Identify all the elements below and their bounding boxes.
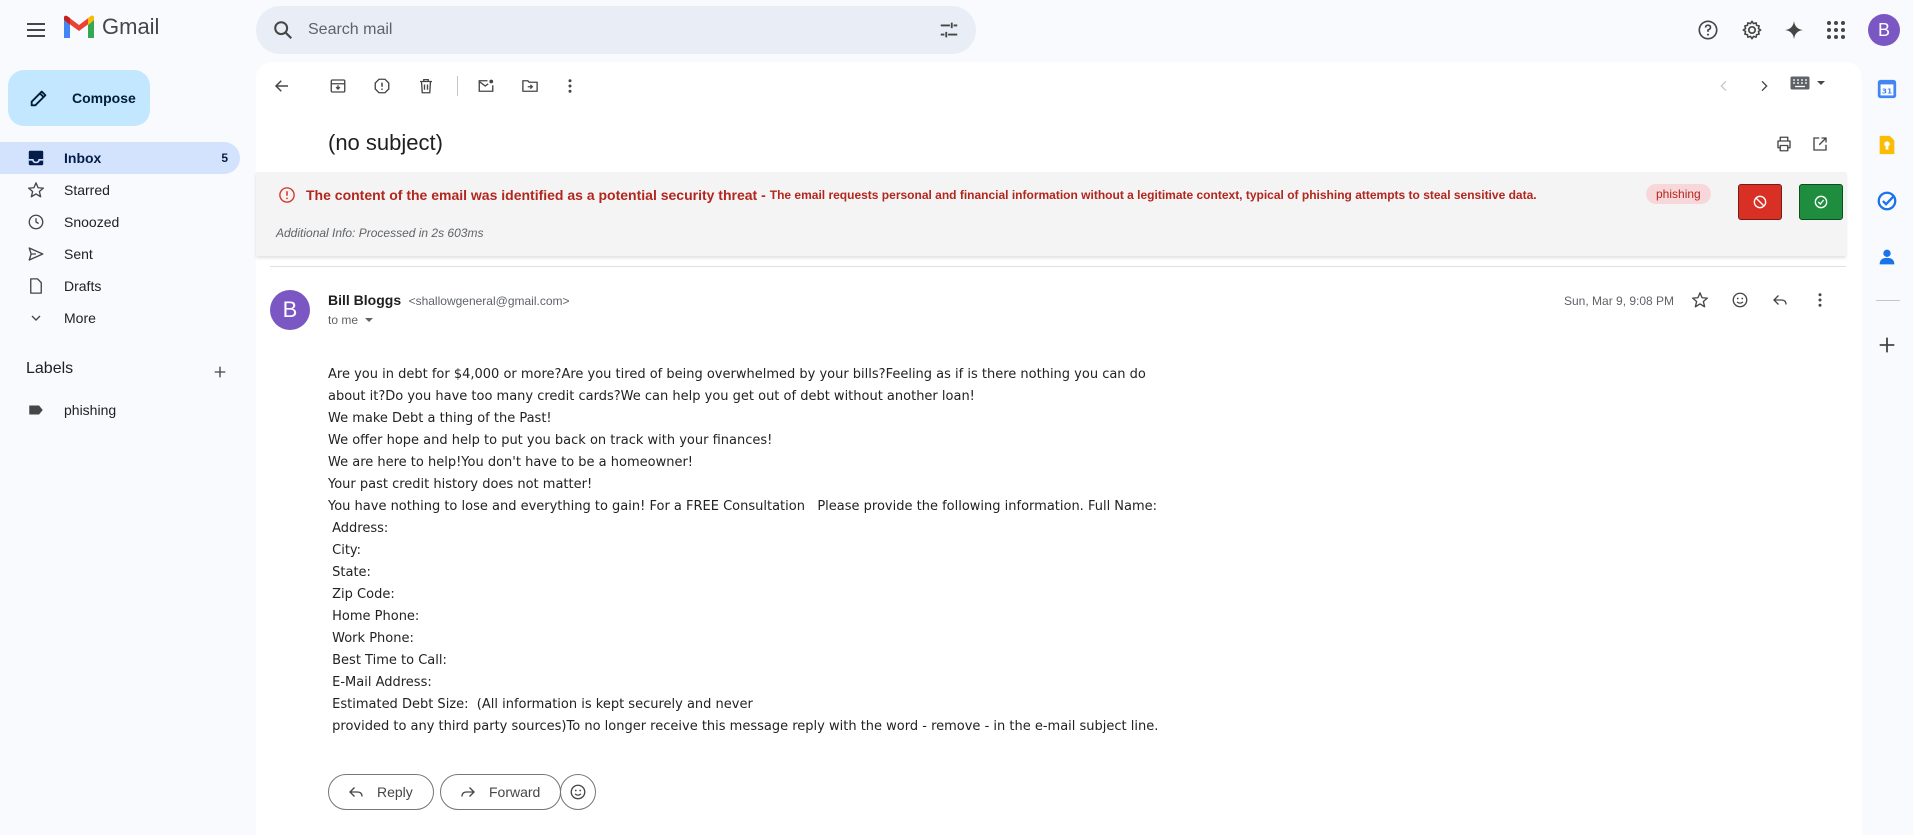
sender-email: <shallowgeneral@gmail.com> xyxy=(408,294,570,308)
account-avatar[interactable]: B xyxy=(1868,14,1900,46)
search-options-icon[interactable] xyxy=(938,19,960,41)
forward-icon xyxy=(459,783,477,801)
gmail-m-icon xyxy=(62,14,96,40)
older-button[interactable] xyxy=(1748,70,1780,102)
sender-name[interactable]: Bill Bloggs xyxy=(328,292,402,308)
processing-info: Additional Info: Processed in 2s 603ms xyxy=(276,226,484,240)
sidebar-item-snoozed[interactable] xyxy=(0,206,240,238)
sidebar-item-label: Snoozed xyxy=(64,214,120,230)
print-icon xyxy=(1775,135,1793,153)
report-spam-icon xyxy=(373,77,391,95)
security-warning-title: The content of the email was identified as a potential security threat - xyxy=(306,187,766,203)
search-icon[interactable] xyxy=(272,19,294,41)
sidebar-item-label: Drafts xyxy=(64,278,102,294)
reply-icon-button[interactable] xyxy=(1764,284,1796,316)
draft-icon xyxy=(26,276,46,296)
settings-button[interactable] xyxy=(1736,14,1768,46)
clock-icon xyxy=(26,212,46,232)
tasks-icon xyxy=(1876,190,1900,212)
message-subject: (no subject) xyxy=(328,130,443,155)
label-item-phishing[interactable] xyxy=(0,394,240,426)
mark-safe-button[interactable] xyxy=(1799,184,1843,220)
sidebar-item-sent[interactable] xyxy=(0,238,240,270)
open-new-window-button[interactable] xyxy=(1804,128,1836,160)
star-icon xyxy=(1691,291,1709,309)
label-item-label: phishing xyxy=(64,402,117,418)
message-body: Are you in debt for $4,000 or more?Are you tired of being overwhelmed by your bills?Feeling as if is there nothing you can do about it?Do you have too many credit cards?We can help you get out of debt without another loan! We make Debt a thing of the Past! We offer hope and help to put you back on track with your finances! We are here to help!You don't have to be a homeowner! Your past credit history does not matter! You have nothing to lose and everything to gain! For a FREE Consultation Please provide the following information. Full Name: Address: City: State: Zip Code: Home Phone: Work Phone: Best Time to Call: E-Mail Address: Estimated Debt Size: (All information is kept securely and never provided to any third party sources)To no longer receive this message reply with the word - remove - in the e-mail subject line. xyxy=(328,367,1159,734)
recipient-label: to me xyxy=(328,313,359,327)
threat-tag: phishing xyxy=(1646,184,1711,204)
sparkle-icon xyxy=(1783,19,1805,41)
plus-icon xyxy=(1876,334,1900,356)
tasks-app-button[interactable] xyxy=(1876,190,1900,214)
block-threat-button[interactable] xyxy=(1738,184,1782,220)
labels-heading: Labels xyxy=(26,360,74,377)
emoji-icon xyxy=(569,783,587,801)
forward-button[interactable] xyxy=(440,774,561,810)
search-bar[interactable] xyxy=(256,6,976,54)
move-to-folder-icon xyxy=(521,77,539,95)
gear-icon xyxy=(1741,19,1763,41)
star-message-button[interactable] xyxy=(1684,284,1716,316)
inbox-icon xyxy=(26,148,46,168)
pencil-icon xyxy=(28,87,50,109)
unread-count: 5 xyxy=(221,151,228,165)
calendar-icon xyxy=(1876,78,1900,100)
sender-line xyxy=(328,292,570,310)
keep-note-icon xyxy=(1876,134,1900,156)
top-bar xyxy=(0,0,1913,60)
archive-button[interactable] xyxy=(322,70,354,102)
delete-button[interactable] xyxy=(410,70,442,102)
sidebar-item-drafts[interactable] xyxy=(0,270,240,302)
apps-grid-icon xyxy=(1826,20,1846,40)
header-divider xyxy=(270,266,1846,267)
sidebar-item-label: Starred xyxy=(64,182,110,198)
reply-emoji-button[interactable] xyxy=(560,774,596,810)
reply-label: Reply xyxy=(377,784,413,800)
block-icon xyxy=(1752,194,1768,210)
get-addons-button[interactable] xyxy=(1876,334,1900,358)
svg-text:31: 31 xyxy=(1881,86,1893,96)
move-to-button[interactable] xyxy=(514,70,546,102)
check-circle-icon xyxy=(1813,194,1829,210)
caret-down-icon xyxy=(364,315,374,325)
gmail-logo[interactable] xyxy=(62,14,159,40)
gmail-wordmark: Gmail xyxy=(102,14,160,39)
star-icon xyxy=(26,180,46,200)
mark-unread-button[interactable] xyxy=(470,70,502,102)
back-arrow-icon xyxy=(273,77,291,95)
security-warning-description: The email requests personal and financial information without a legitimate context, typical of phishing attempts to steal sensitive data. xyxy=(769,188,1537,202)
chevron-left-icon xyxy=(1716,78,1732,94)
compose-button[interactable] xyxy=(8,70,150,126)
add-reaction-button[interactable] xyxy=(1724,284,1756,316)
main-menu-button[interactable] xyxy=(16,10,56,50)
sidebar-item-label: More xyxy=(64,310,96,326)
apps-button[interactable] xyxy=(1820,14,1852,46)
caret-down-icon xyxy=(1816,78,1826,88)
more-actions-button[interactable] xyxy=(554,70,586,102)
rail-divider xyxy=(1876,300,1900,301)
security-warning-line xyxy=(278,186,1537,204)
reply-icon xyxy=(347,783,365,801)
search-input[interactable] xyxy=(308,21,938,39)
open-in-new-icon xyxy=(1811,135,1829,153)
keyboard-icon xyxy=(1790,76,1810,90)
contacts-app-button[interactable] xyxy=(1876,246,1900,270)
message-more-button[interactable] xyxy=(1804,284,1836,316)
help-icon xyxy=(1697,19,1719,41)
sidebar-item-label: Inbox xyxy=(64,150,102,166)
back-button[interactable] xyxy=(266,70,298,102)
support-button[interactable] xyxy=(1692,14,1724,46)
reply-button[interactable] xyxy=(328,774,434,810)
calendar-app-button[interactable] xyxy=(1876,78,1900,102)
recipient-details-toggle[interactable] xyxy=(328,313,374,327)
forward-label: Forward xyxy=(489,784,541,800)
mark-unread-icon xyxy=(477,77,495,95)
sidebar-item-inbox[interactable] xyxy=(0,142,240,174)
newer-button[interactable] xyxy=(1708,70,1740,102)
contacts-icon xyxy=(1876,246,1900,268)
more-vert-icon xyxy=(561,77,579,95)
archive-icon xyxy=(329,77,347,95)
more-vert-icon xyxy=(1811,291,1829,309)
compose-label: Compose xyxy=(72,90,136,106)
sidebar-item-label: Sent xyxy=(64,246,93,262)
plus-icon xyxy=(212,364,228,380)
warning-circle-icon xyxy=(278,186,296,204)
input-tools-button[interactable] xyxy=(1790,76,1826,90)
sidebar-item-more[interactable] xyxy=(0,302,240,334)
chevron-right-icon xyxy=(1756,78,1772,94)
emoji-icon xyxy=(1731,291,1749,309)
message-date: Sun, Mar 9, 9:08 PM xyxy=(1564,294,1675,308)
hamburger-menu-icon xyxy=(24,18,48,42)
print-button[interactable] xyxy=(1768,128,1800,160)
send-icon xyxy=(26,244,46,264)
trash-icon xyxy=(417,77,435,95)
gemini-button[interactable] xyxy=(1778,14,1810,46)
label-tag-icon xyxy=(26,400,46,420)
sidebar-item-starred[interactable] xyxy=(0,174,240,206)
chevron-down-icon xyxy=(26,308,46,328)
create-label-button[interactable] xyxy=(208,360,232,384)
security-warning-banner xyxy=(256,172,1846,256)
toolbar-divider xyxy=(457,76,458,96)
reply-icon xyxy=(1771,291,1789,309)
sender-avatar[interactable]: B xyxy=(270,290,310,330)
keep-app-button[interactable] xyxy=(1876,134,1900,158)
report-spam-button[interactable] xyxy=(366,70,398,102)
